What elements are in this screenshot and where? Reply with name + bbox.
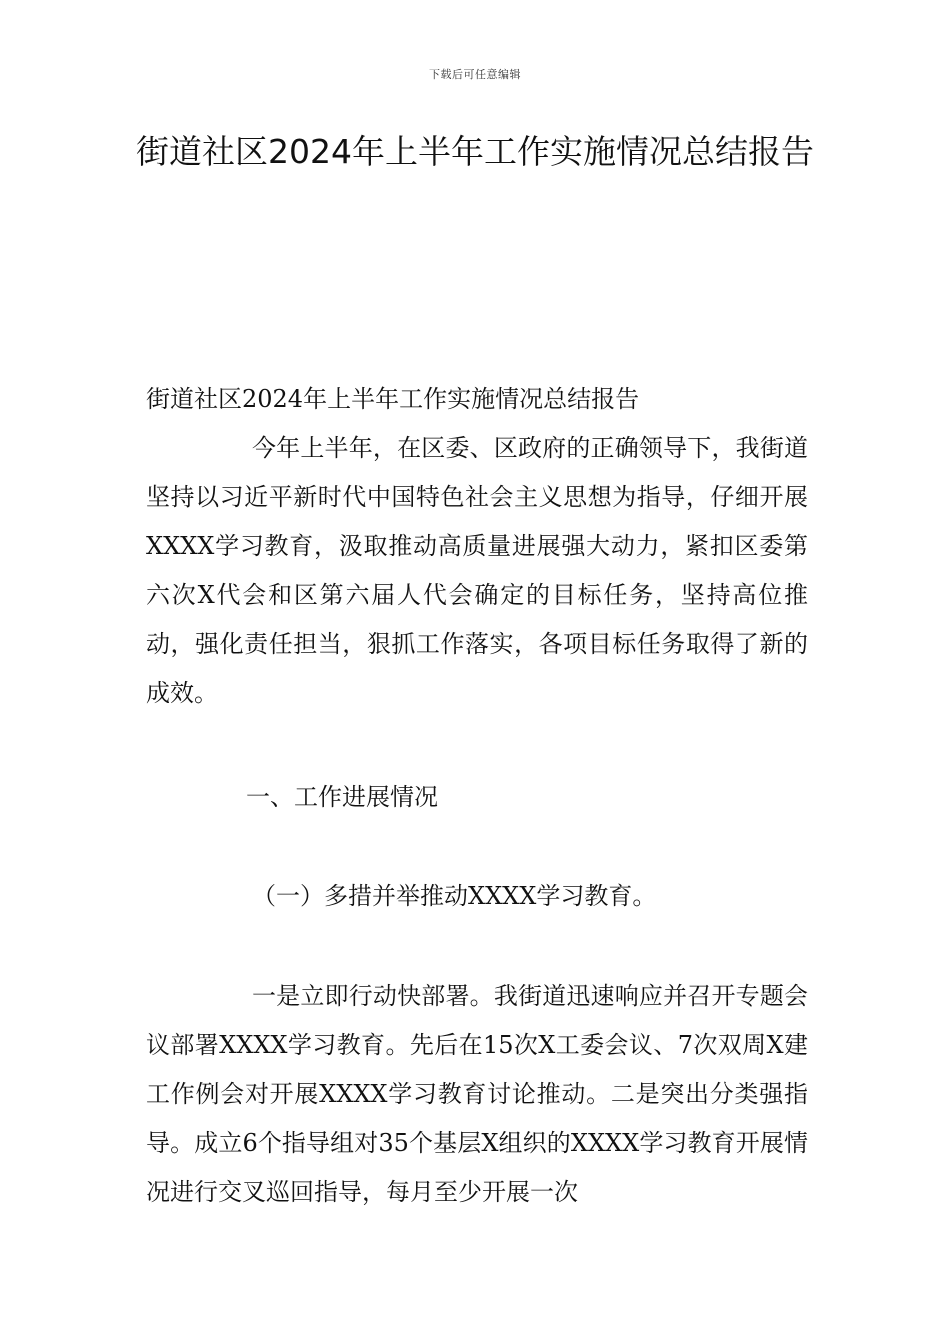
document-subtitle: 街道社区2024年上半年工作实施情况总结报告: [146, 385, 640, 413]
document-title: 街道社区2024年上半年工作实施情况总结报告: [136, 132, 814, 171]
measures-paragraph: 一是立即行动快部署。我街道迅速响应并召开专题会议部署XXXX学习教育。先后在15次X工委会议、7次双周X建工作例会对开展XXXX学习教育讨论推动。二是突出分类强指导。成立6个指导组对35个基层X组织的XXXX学习教育开展情况进行交叉巡回指导，每月至少开展一次: [146, 982, 808, 1206]
subsection-heading-study-education: （一）多措并举推动XXXX学习教育。: [252, 882, 657, 910]
intro-paragraph: 今年上半年，在区委、区政府的正确领导下，我街道坚持以习近平新时代中国特色社会主义思想为指导，仔细开展XXXX学习教育，汲取推动高质量进展强大动力，紧扣区委第六次X代会和区第六届人代会确定的目标任务，坚持高位推动，强化责任担当，狠抓工作落实，各项目标任务取得了新的成效。: [146, 434, 808, 707]
section-heading-work-progress: 一、工作进展情况: [246, 783, 438, 811]
download-editable-note: 下载后可任意编辑: [429, 68, 521, 81]
